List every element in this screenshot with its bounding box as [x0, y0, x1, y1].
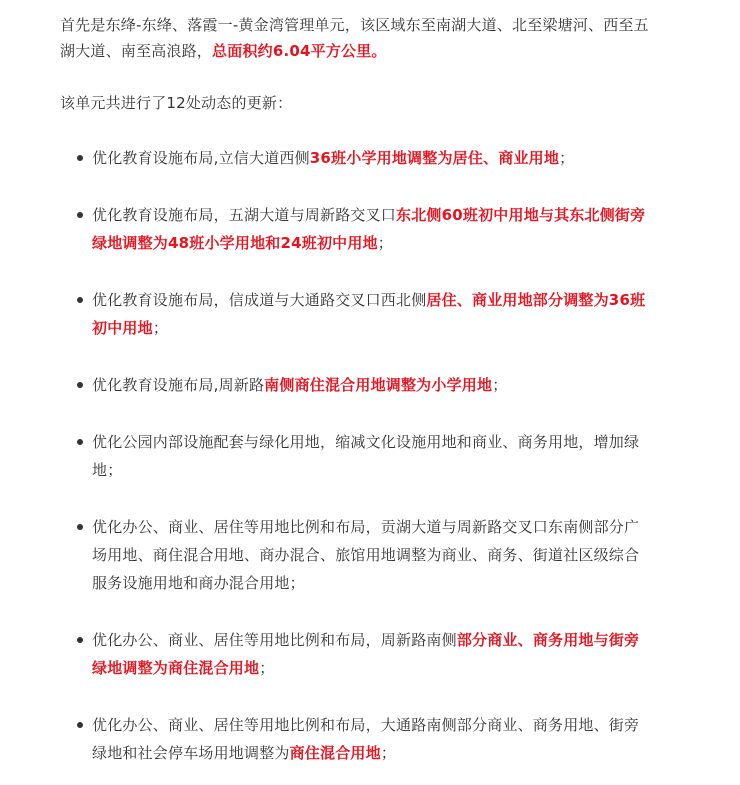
item-suffix: ；: [377, 234, 393, 252]
intro-paragraph: [60, 12, 652, 64]
item-suffix: ；: [259, 659, 275, 677]
item-text: 优化教育设施布局，五湖大道与周新路交叉口: [92, 206, 397, 224]
bullet-dot-icon: [77, 155, 83, 161]
item-text: 优化办公、商业、居住等用地比例和布局，贡湖大道与周新路交叉口东南侧部分广场用地、商住混合用地、商办混合、旅馆用地调整为商业、商务、街道社区级综合服务设施用地和商办混合用地；: [92, 518, 640, 592]
item-text: 优化公园内部设施配套与绿化用地，缩减文化设施用地和商业、商务用地，增加绿地；: [92, 433, 640, 479]
item-highlight: 部分商业、商务用地与街旁绿地调整为商住混合用地: [92, 631, 640, 677]
item-suffix: ；: [152, 319, 169, 337]
item-text: 优化教育设施布局,立信大道西侧: [92, 149, 310, 167]
item-suffix: ；: [380, 744, 397, 762]
intro-highlight: 总面积约6.04平方公里。: [212, 42, 387, 60]
bullet-dot-icon: [77, 439, 83, 445]
bullet-dot-icon: [77, 212, 83, 218]
bullet-dot-icon: [77, 524, 83, 530]
update-item-6: [60, 513, 652, 597]
update-item-3: [60, 286, 652, 342]
item-highlight: 居住、商业用地部分调整为36班初中用地: [92, 291, 646, 337]
bullet-dot-icon: [77, 297, 83, 303]
item-highlight: 商住混合用地: [289, 744, 381, 762]
bullet-dot-icon: [77, 637, 83, 643]
update-item-1: [60, 144, 652, 172]
item-highlight: 36班小学用地调整为居住、商业用地: [309, 149, 560, 167]
update-item-5: [60, 428, 652, 484]
item-text: 优化办公、商业、居住等用地比例和布局，大通路南侧部分商业、商务用地、街旁绿地和社会停车场用地调整为: [92, 716, 640, 762]
item-highlight: 南侧商住混合用地调整为小学用地: [264, 376, 493, 394]
update-item-2: [60, 201, 652, 257]
update-list: [60, 144, 652, 767]
item-suffix: ；: [559, 149, 575, 167]
item-text: 优化教育设施布局，信成道与大通路交叉口西北侧: [92, 291, 427, 309]
lead-paragraph: 该单元共进行了12处动态的更新：: [60, 94, 293, 112]
bullet-dot-icon: [77, 722, 83, 728]
item-suffix: ；: [492, 376, 508, 394]
update-item-4: [60, 371, 652, 399]
item-highlight: 东北侧60班初中用地与其东北侧街旁绿地调整为48班小学用地和24班初中用地: [92, 206, 646, 252]
bullet-dot-icon: [77, 382, 83, 388]
update-item-8: [60, 711, 652, 767]
item-text: 优化办公、商业、居住等用地比例和布局，周新路南侧: [92, 631, 457, 649]
update-item-7: [60, 626, 652, 682]
intro-text: 首先是东绛-东绛、落霞一-黄金湾管理单元，该区域东至南湖大道、北至梁塘河、西至五湖大道、南至高浪路，: [60, 16, 649, 60]
item-text: 优化教育设施布局,周新路: [92, 376, 265, 394]
